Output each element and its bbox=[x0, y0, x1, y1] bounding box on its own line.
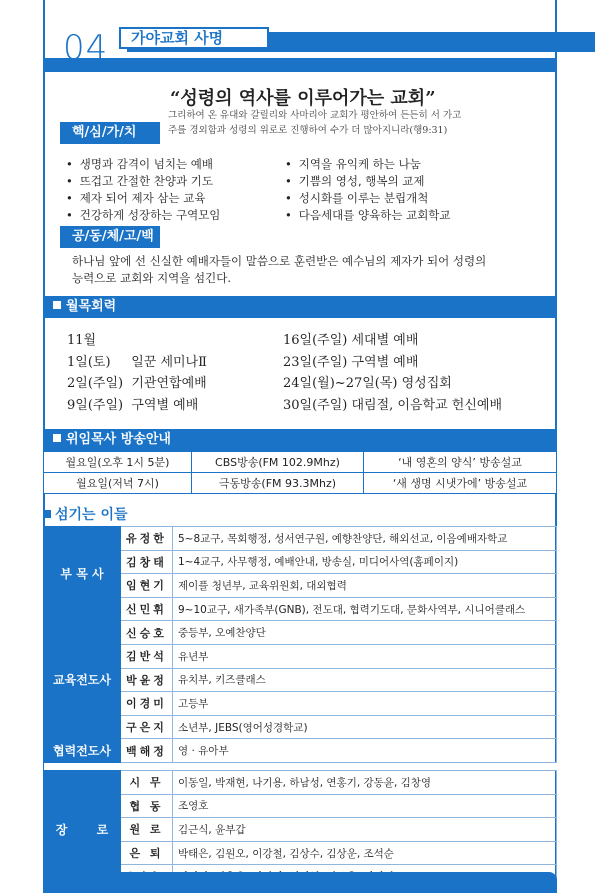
table-row: 임현기 제이플 청년부, 교육위원회, 대외협력 bbox=[44, 574, 557, 598]
list-item: • 뜨겁고 간절한 찬양과 기도 bbox=[66, 173, 220, 190]
community-confession: 하나님 앞에 선 신실한 예배자들이 말씀으로 훈련받은 예수님의 제자가 되어 성령의 능력으로 교회와 지역을 섬긴다. bbox=[72, 254, 487, 285]
group-elders: 장 로 bbox=[44, 770, 121, 888]
schedule-item: 11월 bbox=[67, 333, 97, 348]
table-row: 김반석 유년부 bbox=[44, 644, 557, 668]
table-row: 원 로 김근식, 윤부갑 bbox=[44, 818, 557, 842]
table-row: 월요일(오후 1시 5분) CBS방송(FM 102.9Mhz) ‘내 영혼의 양식’ 방송설교 bbox=[44, 452, 557, 473]
page-header bbox=[43, 0, 557, 70]
list-item: • 생명과 감격이 넘치는 예배 bbox=[66, 156, 220, 173]
core-values-label: 핵/심/가/치 bbox=[60, 122, 160, 144]
table-row: 장 로 시 무 이동일, 박재현, 나기용, 하남성, 연홍기, 강동윤, 김창영 bbox=[44, 770, 557, 794]
table-row: 교육전도사 신승호 중등부, 오예찬양단 bbox=[44, 621, 557, 645]
list-item: • 지역을 유익케 하는 나눔 bbox=[285, 156, 451, 173]
table-row: 구은지 소년부, JEBS(영어성경학교) bbox=[44, 715, 557, 739]
table-row: 이경미 고등부 bbox=[44, 692, 557, 716]
schedule-item: 9일(주일) 구역별 예배 bbox=[67, 397, 199, 413]
list-item: • 제자 되어 제자 삼는 교육 bbox=[66, 190, 220, 207]
list-item: • 기쁨의 영성, 행복의 교제 bbox=[285, 173, 451, 190]
footer-bar bbox=[43, 872, 557, 893]
group-cooperation: 협력전도사 bbox=[44, 739, 121, 763]
schedule-item: 24일(월)~27일(목) 영성집회 bbox=[283, 376, 452, 391]
table-row: 신민휘 9~10교구, 새가족부(GNB), 전도대, 협력기도대, 문화사역부, 시니어클래스 bbox=[44, 597, 557, 621]
section-number: 04 bbox=[63, 28, 109, 68]
list-item: • 다음세대를 양육하는 교회학교 bbox=[285, 207, 451, 224]
table-gap bbox=[44, 762, 557, 770]
core-values-left bbox=[66, 156, 220, 224]
list-item: • 건강하게 성장하는 구역모임 bbox=[66, 207, 220, 224]
motto-verse: 그리하여 온 유대와 갈릴리와 사마리아 교회가 평안하여 든든히 서 가고 주를 경외함과 성령의 위로로 진행하여 수가 더 많아지니라(행9:31) bbox=[168, 110, 462, 136]
table-row: 협력전도사 백해정 영 · 유아부 bbox=[44, 739, 557, 763]
group-education: 교육전도사 bbox=[44, 621, 121, 739]
list-item: • 성시화를 이루는 분립개척 bbox=[285, 190, 451, 207]
monthly-heading: 월목회력 bbox=[43, 296, 557, 318]
page-title: 가야교회 사명 bbox=[119, 27, 269, 49]
table-row: 박윤정 유치부, 키즈클래스 bbox=[44, 668, 557, 692]
group-associate: 부 목 사 bbox=[44, 527, 121, 621]
motto-title: “성령의 역사를 이루어가는 교회” bbox=[170, 88, 436, 109]
header-band bbox=[43, 58, 557, 72]
table-row: 은 퇴 박태은, 김원오, 이강철, 김상수, 김상운, 조석순 bbox=[44, 841, 557, 865]
schedule-item: 1일(토) 일꾼 세미나Ⅱ bbox=[67, 354, 207, 370]
staff-table bbox=[43, 526, 557, 889]
square-icon bbox=[43, 510, 51, 518]
table-row: 협 동 조영호 bbox=[44, 794, 557, 818]
schedule-left bbox=[67, 330, 207, 416]
table-row: 부 목 사 유정한 5~8교구, 목회행정, 성서연구원, 예향찬양단, 해외선교, 이음예배자학교 bbox=[44, 527, 557, 551]
table-row: 월요일(저녁 7시) 극동방송(FM 93.3Mhz) ‘새 생명 시냇가에’ 방송설교 bbox=[44, 473, 557, 494]
schedule-right bbox=[283, 330, 502, 416]
table-row: 김창태 1~4교구, 사무행정, 예배안내, 방송실, 미디어사역(홈페이지) bbox=[44, 550, 557, 574]
core-values-right bbox=[285, 156, 451, 224]
broadcast-table bbox=[43, 451, 557, 494]
schedule-item: 16일(주일) 세대별 예배 bbox=[283, 333, 419, 348]
schedule-item: 23일(주일) 구역별 예배 bbox=[283, 354, 419, 370]
staff-heading: 섬기는 이들 bbox=[43, 504, 128, 524]
schedule-item: 2일(주일) 기관연합예배 bbox=[67, 376, 207, 391]
square-icon bbox=[53, 434, 61, 442]
schedule-item: 30일(주일) 대림절, 이음학교 헌신예배 bbox=[283, 397, 503, 413]
broadcast-heading: 위임목사 방송안내 bbox=[43, 429, 557, 451]
community-label: 공/동/체/고/백 bbox=[60, 226, 160, 248]
square-icon bbox=[53, 301, 61, 309]
